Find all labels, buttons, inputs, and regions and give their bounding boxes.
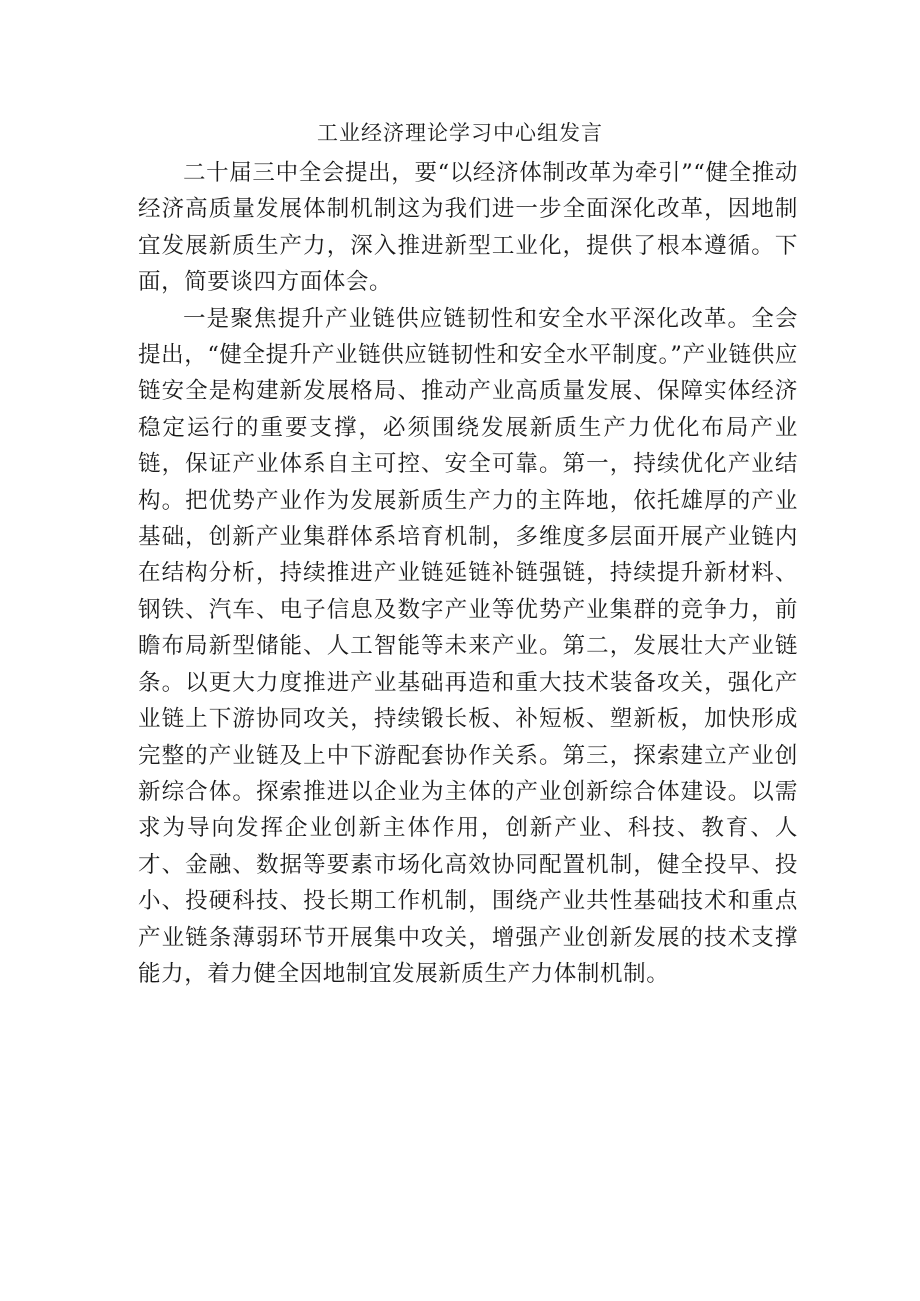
- document-title: 工业经济理论学习中心组发言: [317, 121, 603, 145]
- paragraph-supply-chain: 一是聚焦提升产业链供应链韧性和安全水平深化改革。全会提出，“健全提升产业链供应链韧性和安全水平制度。”产业链供应链安全是构建新发展格局、推动产业高质量发展、保障实体经济稳定运行的重要支撑，必须围绕发展新质生产力优化布局产业链，保证产业体系自主可控、安全可靠。第一，持续优化产业结构。把优势产业作为发展新质生产力的主阵地，依托雄厚的产业基础，创新产业集群体系培育机制，多维度多层面开展产业链内在结构分析，持续推进产业链延链补链强链，持续提升新材料、钢铁、汽车、电子信息及数字产业等优势产业集群的竞争力，前瞻布局新型储能、人工智能等未来产业。第二，发展壮大产业链条。以更大力度推进产业基础再造和重大技术装备攻关，强化产业链上下游协同攻关，持续锻长板、补短板、塑新板，加快形成完整的产业链及上中下游配套协作关系。第三，探索建立产业创新综合体。探索推进以企业为主体的产业创新综合体建设。以需求为导向发挥企业创新主体作用，创新产业、科技、教育、人才、金融、数据等要素市场化高效协同配置机制，健全投早、投小、投硬科技、投长期工作机制，围绕产业共性基础技术和重点产业链条薄弱环节开展集中攻关，增强产业创新发展的技术支撑能力，着力健全因地制宜发展新质生产力体制机制。: [138, 305, 798, 987]
- paragraph-intro: 二十届三中全会提出，要“以经济体制改革为牵引”“健全推动经济高质量发展体制机制这为我们进一步全面深化改革，因地制宜发展新质生产力，深入推进新型工业化，提供了根本遵循。下面，简要谈四方面体会。: [138, 160, 798, 296]
- document-body: [138, 155, 798, 992]
